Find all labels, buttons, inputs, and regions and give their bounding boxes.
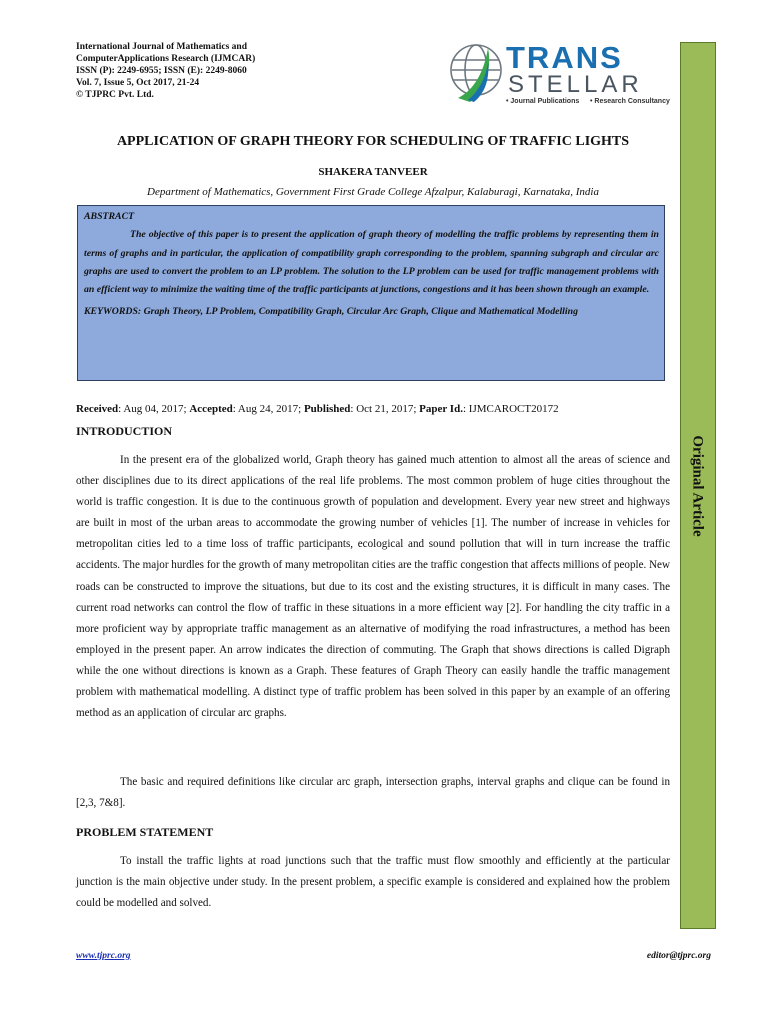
logo-word-stellar: STELLAR (508, 71, 643, 98)
abstract-box (77, 205, 665, 381)
abstract-heading: ABSTRACT (84, 211, 135, 222)
problem-statement-heading: PROBLEM STATEMENT (76, 825, 214, 839)
received-date: : Aug 04, 2017; (118, 403, 190, 415)
introduction-paragraph-1: In the present era of the globalized world, Graph theory has gained much attention to almost all the areas of science and other disciplines due to its direct applications of the real life problems. The most common problem of huge cities throughout the world is traffic congestion. It is due to the continuous growth of population and development. Every year new street and highways are built in most of the urban areas to accommodate the growing number of vehicles [1]. The number of increase in vehicles for metropolitan cities led to a time loss of traffic participants, ecological and sound pollution that will in turn increase the traffic accidents. The major hurdles for the growth of many metropolitan cities are the traffic congestion that affects millions of people. New roads can be constructed to improve the situations, but due to its cost and the existing structures, it is difficult in many cases. The current road networks can control the flow of traffic in these situations in a more efficient way [2]. For handling the city traffic in a more proficient way by appropriate traffic management as an alternative of modifying the road infrastructures, a method has been employed in the present paper. An arrow indicates the direction of commuting. The Graph that shows directions is called Digraph while the one without directions is known as a Graph. These features of Graph Theory can easily handle the traffic management problem with mathematical modelling. A distinct type of traffic problem has been solved in this paper by an example of an offering method as an application of circular arc graphs. (76, 454, 670, 720)
paper-title: APPLICATION OF GRAPH THEORY FOR SCHEDULING OF TRAFFIC LIGHTS (116, 134, 630, 149)
author-affiliation: Department of Mathematics, Government First Grade College Afzalpur, Kalaburagi, Karnataka, India (147, 186, 599, 198)
logo-tag-journal: • Journal Publications (506, 98, 580, 105)
received-label: Received (76, 403, 119, 415)
journal-info (76, 41, 255, 101)
article-dates (76, 403, 676, 415)
footer-email: editor@tjprc.org (646, 951, 711, 961)
logo-word-trans: TRANS (506, 40, 623, 75)
globe-icon (444, 38, 674, 108)
journal-volume: Vol. 7, Issue 5, Oct 2017, 21-24 (76, 78, 200, 88)
paper-id: : IJMCAROCT20172 (462, 403, 559, 415)
article-type-label: Original Article (689, 435, 706, 537)
paper-author: SHAKERA TANVEER (318, 166, 428, 178)
introduction-heading: INTRODUCTION (76, 424, 173, 438)
keywords: KEYWORDS: Graph Theory, LP Problem, Compatibility Graph, Circular Arc Graph, Clique and Mathematical Modelling (84, 306, 578, 318)
transstellar-logo (444, 38, 674, 108)
logo-tag-research: • Research Consultancy (590, 98, 670, 105)
paper-id-label: Paper Id. (419, 403, 463, 415)
accepted-label: Accepted (189, 403, 233, 415)
journal-copyright: © TJPRC Pvt. Ltd. (76, 90, 154, 100)
journal-name-line2: ComputerApplications Research (IJMCAR) (76, 54, 256, 64)
published-label: Published (303, 403, 351, 415)
problem-statement-paragraph: To install the traffic lights at road junctions such that the traffic must flow smoothly and efficiently at the particular junction is the main objective under study. In the present problem, a specific example is considered and explained how the problem could be modelled and solved. (76, 855, 670, 910)
journal-name-line1: International Journal of Mathematics and (76, 42, 247, 52)
published-date: : Oct 21, 2017; (350, 403, 420, 415)
journal-issn: ISSN (P): 2249-6955; ISSN (E): 2249-8060 (76, 66, 247, 76)
introduction-paragraph-2: The basic and required definitions like circular arc graph, intersection graphs, interval graphs and clique can be found in [2,3, 7&8]. (76, 776, 670, 810)
footer-website-link[interactable]: www.tjprc.org (76, 951, 131, 961)
abstract-text: The objective of this paper is to present the application of graph theory of modelling the traffic problems by representing them in terms of graphs and in particular, the application of compatibility graph corresponding to the problem, spanning subgraph and circular arc graphs are used to convert the problem to an LP problem. The solution to the LP problem can be used for traffic management problems with an efficient way to minimize the waiting time of the traffic participants at junctions, congestions and it has been shown through an example. (84, 229, 659, 296)
accepted-date: : Aug 24, 2017; (232, 403, 304, 415)
